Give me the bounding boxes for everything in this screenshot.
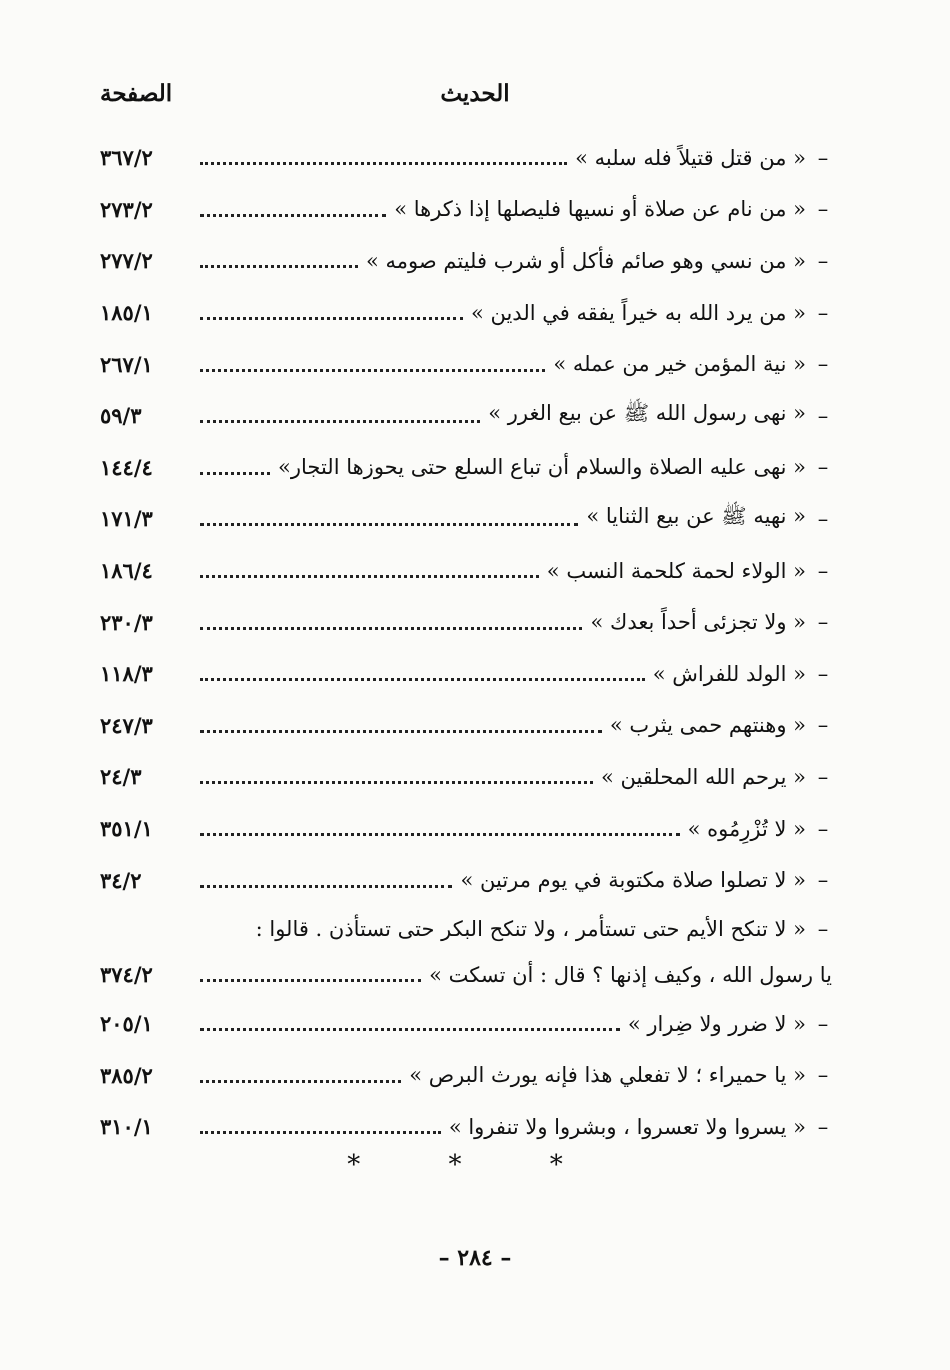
dot-leader (200, 575, 539, 578)
dot-leader (200, 833, 680, 836)
page-reference: ١٨٦/٤ (100, 558, 153, 584)
page-reference: ٢٧٧/٢ (100, 248, 153, 274)
dot-leader (200, 472, 270, 475)
entry-dash: – (817, 248, 829, 273)
entry-dash: – (817, 713, 829, 738)
page-reference: ١٤٤/٤ (100, 454, 153, 480)
hadith-text-line1: « لا تنكح الأيم حتى تستأمر ، ولا تنكح البكر حتى تستأذن . قالوا : (255, 916, 806, 941)
entry-dash: – (817, 661, 829, 686)
hadith-text: « نهيه ﷺ عن بيع الثنايا » (586, 504, 806, 529)
dot-leader (200, 523, 578, 526)
entry-dash: – (817, 145, 829, 170)
hadith-text: « ولا تجزئى أحداً بعدك » (590, 610, 806, 635)
index-entry (100, 998, 832, 1050)
page-reference: ٣٤/٢ (100, 867, 142, 893)
dot-leader (200, 627, 582, 630)
page-reference: ١١٨/٣ (100, 661, 153, 687)
hadith-text: « من يرد الله به خيراً يفقه في الدين » (470, 300, 806, 325)
hadith-index-list (100, 132, 832, 1153)
page-reference: ٣٨٥/٢ (100, 1062, 153, 1088)
entry-dash: – (817, 300, 829, 325)
page-reference: ٢٧٣/٢ (100, 196, 153, 222)
index-entry (100, 1050, 832, 1102)
index-entry (100, 287, 832, 339)
index-entry (100, 442, 832, 494)
hadith-text-line2: يا رسول الله ، وكيف إذنها ؟ قال : أن تسكت » (429, 962, 832, 987)
entry-dash: – (817, 558, 829, 583)
dot-leader (200, 885, 452, 888)
page-reference: ٢٦٧/١ (100, 351, 153, 377)
hadith-text: « من نام عن صلاة أو نسيها فليصلها إذا ذكرها » (394, 197, 806, 222)
page-reference: ٣١٠/١ (100, 1114, 153, 1140)
dot-leader (200, 265, 358, 268)
column-header (100, 80, 850, 120)
entry-dash: – (817, 868, 829, 893)
entry-dash: – (817, 1063, 829, 1088)
index-entry (100, 1101, 832, 1153)
dot-leader (200, 420, 480, 423)
entry-dash: – (817, 1011, 829, 1036)
page-reference: ٢٠٥/١ (100, 1011, 153, 1037)
dot-leader (200, 162, 567, 165)
dot-leader (200, 979, 421, 982)
hadith-text: « الولد للفراش » (652, 661, 806, 686)
entry-dash: – (817, 197, 829, 222)
entry-dash: – (817, 610, 829, 635)
dot-leader (200, 781, 593, 784)
entry-dash: – (817, 916, 829, 941)
page-reference: ٢٤/٣ (100, 764, 142, 790)
index-entry (100, 132, 832, 184)
index-entry (100, 596, 832, 648)
page-reference: ٣٧٤/٢ (100, 962, 153, 988)
index-entry (100, 235, 832, 287)
page-reference: ١٧١/٣ (100, 506, 153, 532)
index-entry (100, 700, 832, 752)
section-separator: * * * (347, 1150, 603, 1180)
entry-dash: – (817, 764, 829, 789)
page-reference: ٢٤٧/٣ (100, 712, 153, 738)
entry-dash: – (817, 455, 829, 480)
entry-dash: – (817, 1114, 829, 1139)
index-entry (100, 338, 832, 390)
index-entry (100, 545, 832, 597)
dot-leader (200, 1028, 620, 1031)
page-reference: ١٨٥/١ (100, 300, 153, 326)
hadith-text: « نهى عليه الصلاة والسلام أن تباع السلع حتى يحوزها التجار» (278, 455, 806, 480)
index-entry (100, 751, 832, 803)
dot-leader (200, 369, 545, 372)
index-entry (100, 648, 832, 700)
page-column-title: الصفحة (100, 80, 173, 107)
hadith-text: « من قتل قتيلاً فله سلبه » (575, 145, 806, 170)
index-entry-multiline (100, 906, 832, 998)
entry-dash: – (817, 352, 829, 377)
index-entry (100, 803, 832, 855)
dot-leader (200, 730, 602, 733)
hadith-column-title: الحديث (440, 80, 510, 107)
index-entry (100, 390, 832, 442)
dot-leader (200, 1080, 401, 1083)
hadith-text: « يا حميراء ؛ لا تفعلي هذا فإنه يورث البرص » (409, 1063, 806, 1088)
index-entry (100, 493, 832, 545)
index-entry (100, 184, 832, 236)
hadith-text: « لا ضرر ولا ضِرار » (627, 1011, 806, 1036)
index-entry (100, 854, 832, 906)
hadith-text: « وهنتهم حمى يثرب » (609, 713, 806, 738)
dot-leader (200, 317, 463, 320)
page-reference: ٢٣٠/٣ (100, 609, 153, 635)
page-reference: ٣٦٧/٢ (100, 145, 153, 171)
page-reference: ٣٥١/١ (100, 816, 153, 842)
dot-leader (200, 1131, 441, 1134)
entry-dash: – (817, 403, 829, 428)
hadith-text: « نية المؤمن خير من عمله » (553, 352, 806, 377)
hadith-text: « لا تُزْرِمُوه » (687, 816, 806, 841)
hadith-text: « يسروا ولا تعسروا ، وبشروا ولا تنفروا » (448, 1114, 806, 1139)
hadith-text: « الولاء لحمة كلحمة النسب » (546, 558, 806, 583)
hadith-text: « نهى رسول الله ﷺ عن بيع الغرر » (488, 401, 806, 426)
page-number: – ٢٨٤ – (438, 1245, 512, 1271)
dot-leader (200, 214, 386, 217)
entry-dash: – (817, 506, 829, 531)
hadith-text: « يرحم الله المحلقين » (600, 764, 806, 789)
dot-leader (200, 678, 645, 681)
hadith-text: « لا تصلوا صلاة مكتوبة في يوم مرتين » (460, 868, 806, 893)
hadith-text: « من نسي وهو صائم فأكل أو شرب فليتم صومه » (366, 248, 806, 273)
entry-dash: – (817, 816, 829, 841)
page-reference: ٥٩/٣ (100, 403, 142, 429)
